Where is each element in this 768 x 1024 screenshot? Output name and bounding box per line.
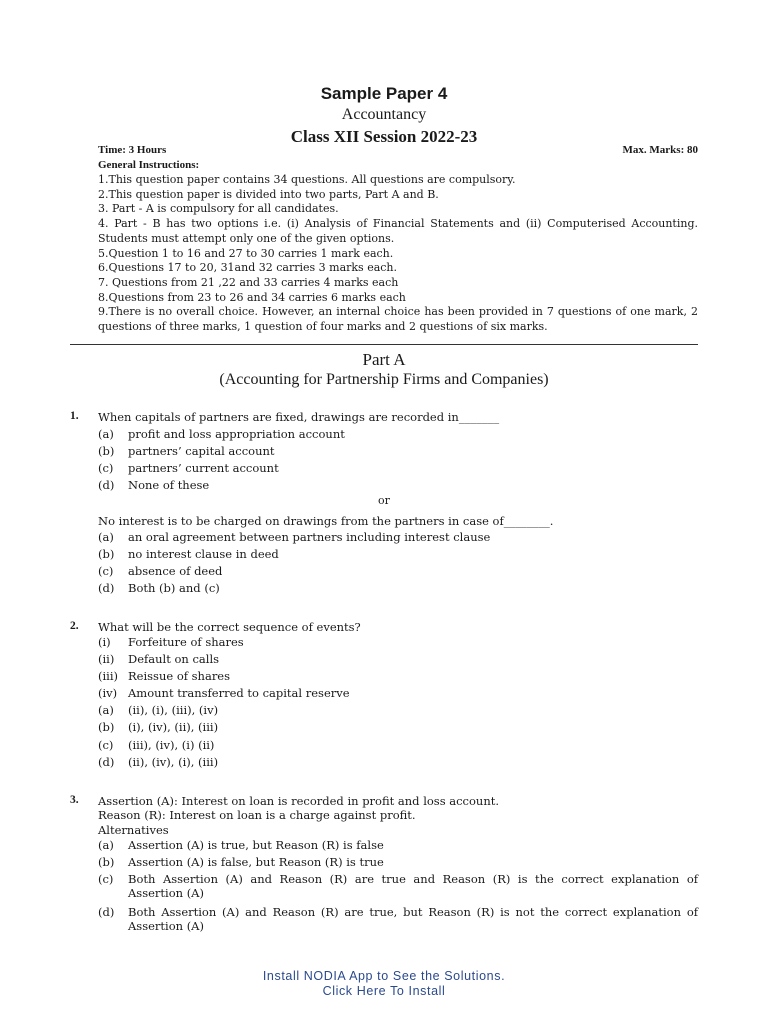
option-text: profit and loss appropriation account bbox=[128, 427, 345, 441]
instruction-item: 3. Part - A is compulsory for all candidates. bbox=[98, 202, 339, 216]
option-label: (c) bbox=[98, 461, 114, 475]
install-app-link[interactable]: Install NODIA App to See the Solutions. bbox=[262, 969, 506, 983]
question-number: 1. bbox=[70, 410, 79, 422]
question-number: 2. bbox=[70, 620, 79, 632]
event-text: Default on calls bbox=[128, 652, 220, 666]
event-text: Amount transferred to capital reserve bbox=[128, 686, 350, 700]
option-text: (ii), (i), (iii), (iv) bbox=[128, 703, 219, 717]
option-text: partners’ current account bbox=[128, 461, 279, 475]
instruction-item: 5.Question 1 to 16 and 27 to 30 carries 1 mark each. bbox=[98, 246, 394, 260]
install-banner bbox=[0, 969, 768, 999]
option-text: None of these bbox=[128, 478, 210, 492]
question-text: What will be the correct sequence of events? bbox=[98, 620, 361, 634]
option-label: (a) bbox=[98, 838, 114, 852]
question-alt-text: No interest is to be charged on drawings from the partners in case of________. bbox=[98, 514, 554, 528]
event-label: (ii) bbox=[98, 652, 115, 666]
option-label: (b) bbox=[98, 855, 115, 869]
option-text: Both (b) and (c) bbox=[128, 581, 220, 595]
option-label: (c) bbox=[98, 872, 114, 886]
option-label: (b) bbox=[98, 547, 115, 561]
option-text: Both Assertion (A) and Reason (R) are true, but Reason (R) is not the correct explanation of Assertion (A) bbox=[128, 905, 698, 933]
time-label: Time: 3 Hours bbox=[98, 144, 167, 156]
option-label: (d) bbox=[98, 478, 115, 492]
part-subtitle: (Accounting for Partnership Firms and Companies) bbox=[219, 371, 549, 388]
option-label: (a) bbox=[98, 530, 114, 544]
option-label: (b) bbox=[98, 720, 115, 734]
instruction-item: 1.This question paper contains 34 questions. All questions are compulsory. bbox=[98, 173, 516, 186]
event-label: (iii) bbox=[98, 669, 119, 683]
option-text: Both Assertion (A) and Reason (R) are true and Reason (R) is the correct explanation of Assertion (A) bbox=[128, 872, 698, 900]
subject-title: Accountancy bbox=[341, 106, 427, 123]
option-text: partners’ capital account bbox=[128, 444, 275, 458]
alternatives-label: Alternatives bbox=[98, 823, 169, 837]
divider bbox=[70, 344, 698, 345]
or-separator: or bbox=[378, 494, 390, 507]
option-text: no interest clause in deed bbox=[128, 547, 279, 561]
instruction-item: 2.This question paper is divided into two parts, Part A and B. bbox=[98, 187, 439, 201]
option-label: (a) bbox=[98, 703, 114, 717]
event-label: (i) bbox=[98, 635, 111, 649]
instruction-item: 9.There is no overall choice. However, an internal choice has been provided in 7 questions of one mark, 2 questions of three marks, 1 question of four marks and 2 questions of six marks. bbox=[98, 305, 698, 334]
instruction-item: 4. Part - B has two options i.e. (i) Analysis of Financial Statements and (ii) Computerised Accounting. Students must attempt only one of the given options. bbox=[98, 217, 698, 245]
option-text: Assertion (A) is false, but Reason (R) is true bbox=[128, 855, 384, 869]
assertion-text: Assertion (A): Interest on loan is recorded in profit and loss account. bbox=[98, 794, 500, 808]
question-text: When capitals of partners are fixed, drawings are recorded in_______ bbox=[98, 410, 500, 424]
option-text: an oral agreement between partners including interest clause bbox=[128, 530, 491, 544]
max-marks-label: Max. Marks: 80 bbox=[622, 144, 698, 156]
reason-text: Reason (R): Interest on loan is a charge against profit. bbox=[98, 808, 416, 822]
option-text: (ii), (iv), (i), (iii) bbox=[128, 755, 219, 769]
option-label: (c) bbox=[98, 564, 114, 578]
option-text: absence of deed bbox=[128, 564, 223, 578]
option-text: (i), (iv), (ii), (iii) bbox=[128, 720, 219, 734]
event-text: Reissue of shares bbox=[128, 669, 231, 683]
option-label: (a) bbox=[98, 427, 114, 441]
instruction-item: 6.Questions 17 to 20, 31and 32 carries 3 marks each. bbox=[98, 261, 397, 275]
option-label: (d) bbox=[98, 905, 115, 919]
paper-title: Sample Paper 4 bbox=[320, 84, 448, 103]
option-label: (c) bbox=[98, 738, 114, 752]
option-label: (b) bbox=[98, 444, 115, 458]
option-label: (d) bbox=[98, 755, 115, 769]
option-text: Assertion (A) is true, but Reason (R) is false bbox=[128, 838, 384, 852]
instruction-item: 8.Questions from 23 to 26 and 34 carries 6 marks each bbox=[98, 290, 406, 304]
question-number: 3. bbox=[70, 794, 79, 806]
option-text: (iii), (iv), (i) (ii) bbox=[128, 738, 215, 752]
click-here-install-link[interactable]: Click Here To Install bbox=[322, 984, 446, 998]
instructions-list bbox=[98, 173, 698, 335]
event-text: Forfeiture of shares bbox=[128, 635, 244, 649]
event-label: (iv) bbox=[98, 686, 118, 700]
option-label: (d) bbox=[98, 581, 115, 595]
instructions-heading: General Instructions: bbox=[98, 159, 200, 171]
part-title: Part A bbox=[362, 350, 406, 369]
instruction-item: 7. Questions from 21 ,22 and 33 carries 4 marks each bbox=[98, 275, 399, 289]
class-session: Class XII Session 2022-23 bbox=[290, 127, 478, 146]
